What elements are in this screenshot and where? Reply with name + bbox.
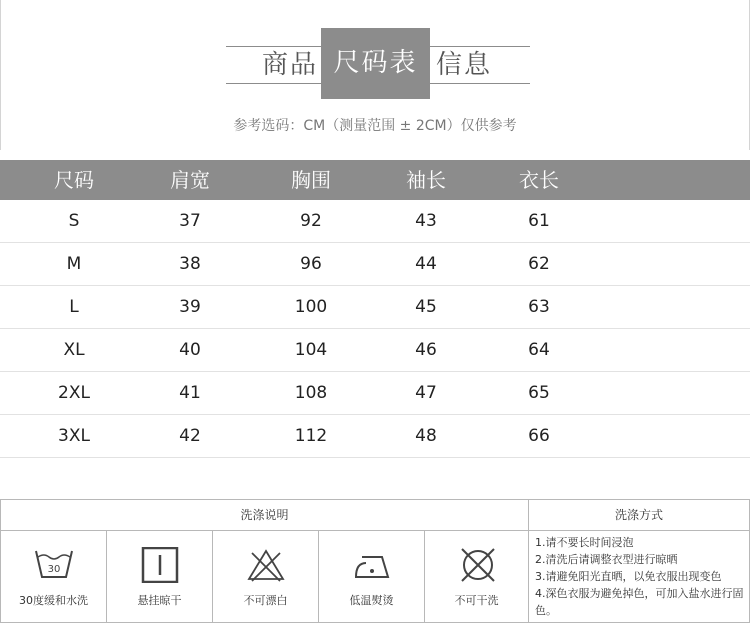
care-methods-list [535, 534, 749, 619]
column-header-sleeve: 袖长 [406, 168, 446, 192]
sleeve-cell: 45 [415, 297, 437, 317]
chest-cell: 96 [300, 254, 322, 274]
column-header-length: 衣长 [519, 168, 559, 192]
size-cell: 2XL [58, 383, 90, 403]
title-left-text: 商品 [262, 50, 319, 80]
no-dry-clean-icon [458, 547, 498, 583]
care-instructions-title: 洗涤说明 [1, 500, 529, 531]
shoulder-cell: 42 [179, 426, 201, 446]
length-cell: 65 [528, 383, 550, 403]
sleeve-cell: 43 [415, 211, 437, 231]
low-iron-icon [352, 547, 392, 583]
column-header-shoulder: 肩宽 [170, 168, 210, 192]
table-row [0, 372, 750, 415]
shoulder-cell: 39 [179, 297, 201, 317]
wash-30-icon [34, 547, 74, 583]
column-header-chest: 胸围 [291, 168, 331, 192]
size-cell: 3XL [58, 426, 90, 446]
list-item: 3.请避免阳光直晒，以免衣服出现变色 [535, 570, 722, 583]
care-item-no-dry-clean [425, 531, 529, 622]
sleeve-cell: 47 [415, 383, 437, 403]
length-cell: 66 [528, 426, 550, 446]
list-item: 4.深色衣服为避免掉色，可加入盐水进行固色。 [535, 587, 744, 617]
size-cell: L [69, 297, 79, 317]
chest-cell: 100 [294, 297, 328, 317]
list-item: 2.清洗后请调整衣型进行晾晒 [535, 553, 678, 566]
length-cell: 62 [528, 254, 550, 274]
size-cell: S [68, 211, 80, 231]
care-item-low-iron [319, 531, 425, 622]
table-row [0, 415, 750, 458]
list-item: 1.请不要长时间浸泡 [535, 536, 634, 549]
care-item-wash [1, 531, 107, 622]
size-reference-note: 参考选码：CM（测量范围 ± 2CM）仅供参考 [233, 118, 517, 134]
column-header-size: 尺码 [54, 168, 94, 192]
care-instructions-panel [0, 499, 750, 623]
hang-dry-icon [140, 547, 180, 583]
chest-cell: 104 [294, 340, 328, 360]
size-cell: M [66, 254, 82, 274]
sleeve-cell: 48 [415, 426, 437, 446]
shoulder-cell: 37 [179, 211, 201, 231]
sleeve-cell: 46 [415, 340, 437, 360]
table-row [0, 286, 750, 329]
table-row [0, 243, 750, 286]
chest-cell: 112 [294, 426, 328, 446]
chest-cell: 108 [294, 383, 328, 403]
shoulder-cell: 41 [179, 383, 201, 403]
size-table-header [0, 160, 750, 200]
care-label: 30度缓和水洗 [19, 594, 88, 607]
length-cell: 63 [528, 297, 550, 317]
care-label: 不可干洗 [454, 594, 499, 607]
shoulder-cell: 38 [179, 254, 201, 274]
chest-cell: 92 [300, 211, 322, 231]
no-bleach-icon [246, 547, 286, 583]
shoulder-cell: 40 [179, 340, 201, 360]
size-cell: XL [63, 340, 85, 360]
care-label: 不可漂白 [243, 594, 288, 607]
table-row [0, 200, 750, 243]
care-label: 悬挂晾干 [137, 594, 182, 607]
care-label: 低温熨烫 [349, 594, 394, 607]
title-highlight: 尺码表 [321, 28, 430, 99]
title-right-text: 信息 [436, 50, 493, 80]
svg-text:30: 30 [47, 564, 61, 575]
sleeve-cell: 44 [415, 254, 437, 274]
length-cell: 64 [528, 340, 550, 360]
table-row [0, 329, 750, 372]
length-cell: 61 [528, 211, 550, 231]
care-item-hang-dry [107, 531, 213, 622]
care-item-no-bleach [213, 531, 319, 622]
care-methods-title: 洗涤方式 [529, 500, 749, 531]
